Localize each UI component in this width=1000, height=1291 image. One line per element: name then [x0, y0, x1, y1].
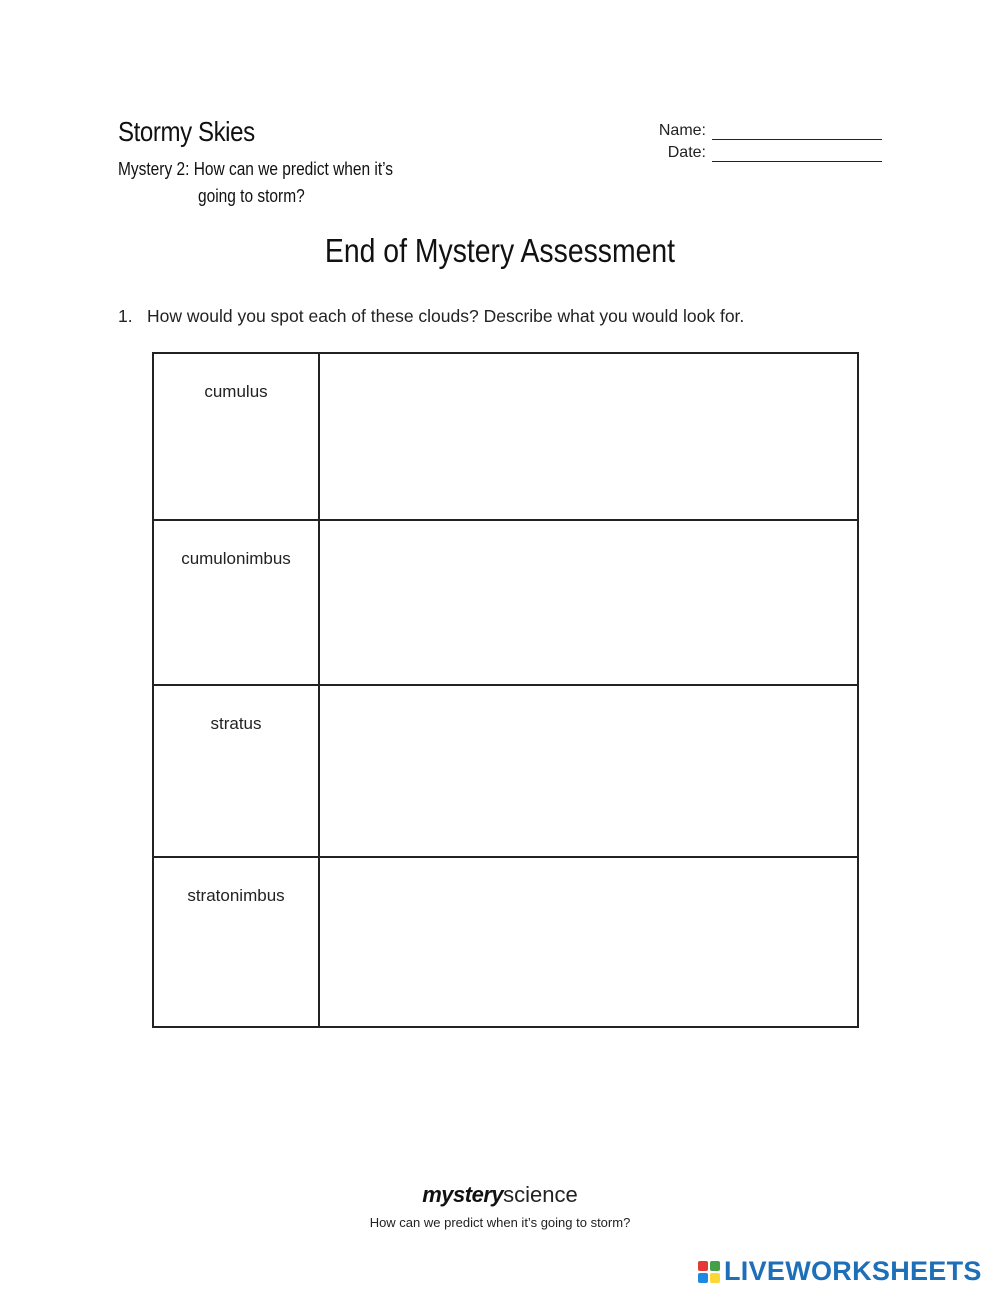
- cloud-name-stratus: stratus: [153, 685, 319, 857]
- mystery-question-line1: Mystery 2: How can we predict when it’s: [118, 159, 394, 179]
- cloud-name-cumulus: cumulus: [153, 353, 319, 520]
- liveworksheets-text: LIVEWORKSHEETS: [724, 1256, 982, 1286]
- question-text: How would you spot each of these clouds? Describe what you would look for.: [147, 306, 745, 326]
- liveworksheets-watermark: [698, 1256, 982, 1287]
- date-row: [620, 140, 882, 162]
- cloud-name-cumulonimbus: cumulonimbus: [153, 520, 319, 685]
- name-date-block: [620, 118, 882, 162]
- question-1: [118, 306, 744, 327]
- table-row: [153, 520, 858, 685]
- question-number: 1.: [118, 306, 133, 326]
- name-field[interactable]: [712, 125, 882, 140]
- answer-cell-stratus[interactable]: [319, 685, 858, 857]
- mystery-science-logo: [0, 1182, 1000, 1208]
- name-label: Name:: [658, 122, 706, 139]
- logo-science-text: science: [503, 1182, 578, 1207]
- date-label: Date:: [667, 144, 706, 161]
- table-row: [153, 685, 858, 857]
- liveworksheets-logo-icon: [698, 1261, 720, 1283]
- cloud-table: [152, 352, 859, 1028]
- unit-title: Stormy Skies: [118, 116, 255, 147]
- logo-mystery-text: mystery: [422, 1182, 504, 1207]
- answer-cell-stratonimbus[interactable]: [319, 857, 858, 1027]
- table-row: [153, 353, 858, 520]
- footer-tagline: How can we predict when it’s going to storm?: [369, 1215, 631, 1230]
- date-field[interactable]: [712, 147, 882, 162]
- table-row: [153, 857, 858, 1027]
- mystery-question-line2: going to storm?: [198, 186, 305, 206]
- answer-cell-cumulonimbus[interactable]: [319, 520, 858, 685]
- cloud-name-stratonimbus: stratonimbus: [153, 857, 319, 1027]
- answer-cell-cumulus[interactable]: [319, 353, 858, 520]
- name-row: [620, 118, 882, 140]
- page-title: End of Mystery Assessment: [324, 232, 676, 269]
